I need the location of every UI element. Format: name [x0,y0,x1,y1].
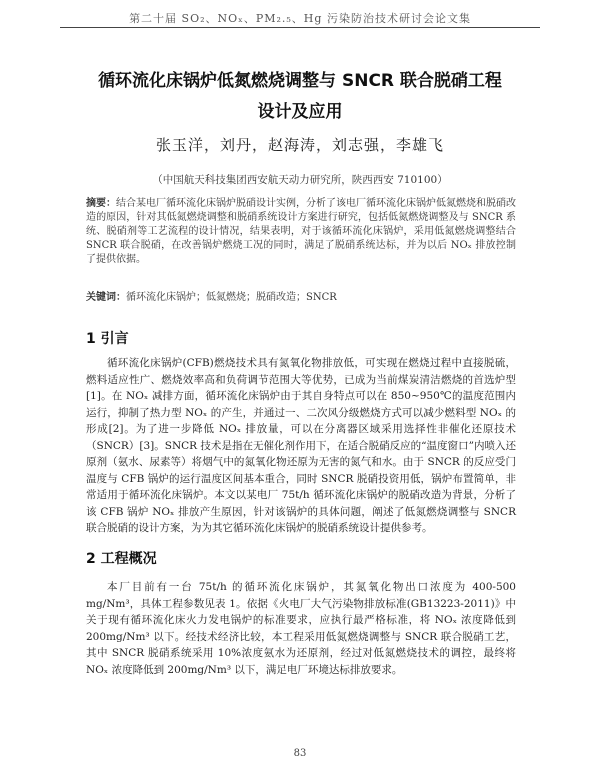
page-number: 83 [293,748,307,759]
affiliation: （中国航天科技集团西安航天动力研究所，陕西西安 710100） [152,174,448,186]
section-heading-introduction: 1 引言 [86,331,129,347]
paper-title-line2: 设计及应用 [257,102,343,122]
keywords-text: 循环流化床锅炉；低氮燃烧；脱硝改造；SNCR [126,292,337,303]
abstract-label: 摘要： [86,198,116,209]
paragraph: 本厂目前有一台 75t/h 的循环流化床锅炉，其氮氧化物出口浓度为 400-500 mg/Nm³，具体工程参数见表 1。依据《火电厂大气污染物排放标准(GB13223-2011)》中关于现有循环流化床火力发电锅炉的标准要求，应执行最严格标准，将 NOₓ 浓度降低到 200mg/Nm³ 以下。经技术经济比较，本工程采用低氮燃烧调整与 SNCR 联合脱硝工艺，其中 SNCR 脱硝系统采用 10%浓度氨水为还原剂，经过对低氮燃烧技术的调控，最终将 NOₓ 浓度降低到 200mg/Nm³ 以下，满足电厂环境达标排放要求。 [86,581,516,676]
section-heading-project-overview: 2 工程概况 [86,551,157,567]
keywords-label: 关键词： [86,292,126,303]
paper-title-line1: 循环流化床锅炉低氮燃烧调整与 SNCR 联合脱硝工程 [98,71,502,91]
section-body-introduction [86,355,516,537]
running-header: 第二十届 SO₂、NOₓ、PM₂.₅、Hg 污染防治技术研讨会论文集 [129,12,471,25]
section-body-project-overview [86,579,516,678]
header-rule [60,27,540,28]
abstract-text: 结合某电厂循环流化床锅炉脱硝设计实例，分析了该电厂循环流化床锅炉低氮燃烧和脱硝改造的原因，针对其低氮燃烧调整和脱硝系统设计方案进行研究，包括低氮燃烧调整及与 SNCR 系统、脱硝剂等工艺流程的设计情况，结果表明，对于该循环流化床锅炉，采用低氮燃烧调整结合 SNCR 联合脱硝，在改善锅炉燃烧工况的同时，满足了脱硝系统达标，并为以后 NOₓ 排放控制了提供依据。 [86,198,516,265]
paragraph: 循环流化床锅炉(CFB)燃烧技术具有氮氧化物排放低，可实现在燃烧过程中直接脱硫，燃料适应性广、燃烧效率高和负荷调节范围大等优势，已成为当前煤炭清洁燃烧的首选炉型[1]。在 NOₓ 减排方面，循环流化床锅炉由于其自身特点可以在 850~950℃的温度范围内运行，抑制了热力型 NOₓ 的产生，并通过一、二次风分级燃烧方式可以减少燃料型 NOₓ 的形成[2]。为了进一步降低 NOₓ 排放量，可以在分离器区域采用选择性非催化还原技术（SNCR）[3]。SNCR 技术是指在无催化剂作用下，在适合脱硝反应的“温度窗口”内喷入还原剂（氨水、尿素等）将烟气中的氮氧化物还原为无害的氮气和水。由于 SNCR 的反应受门温度与 CFB 锅炉的运行温度区间基本重合，同时 SNCR 脱硝投资用低，锅炉布置简单，非常适用于循环流化床锅炉。本文以某电厂 75t/h 循环流化床锅炉的脱硝改造为背景，分析了该 CFB 锅炉 NOₓ 排放产生原因，针对该锅炉的具体问题，阐述了低氮燃烧调整与 SNCR 联合脱硝的设计方案，为为其它循环流化床锅炉的脱硝系统设计提供参考。 [86,357,516,534]
keywords [86,291,516,305]
abstract [86,197,516,267]
authors: 张玉洋，刘丹，赵海涛，刘志强，李雄飞 [155,136,444,154]
